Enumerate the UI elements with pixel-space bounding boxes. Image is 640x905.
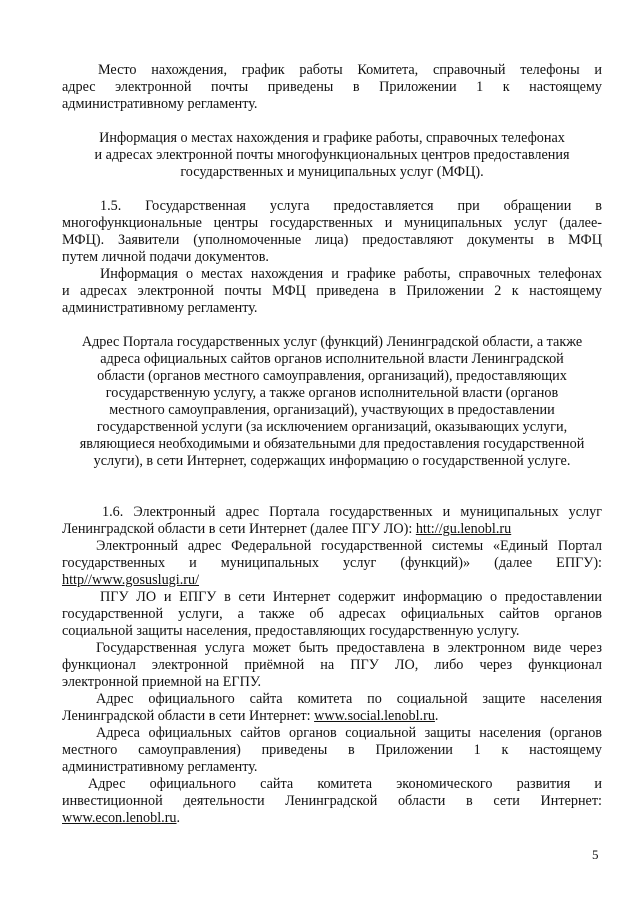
text-line: Адрес официального сайта комитета экономического развития и [88, 776, 602, 792]
text-line: путем личной подачи документов. [62, 249, 269, 265]
text-line: местного самоуправления) приведены в Приложении 1 к настоящему [62, 742, 602, 758]
text-line [62, 572, 602, 589]
text-line: и адресах электронной почты МФЦ приведена в Приложении 2 к настоящему [62, 283, 602, 299]
text-line: электронной приемной на ЕГПУ. [62, 674, 262, 690]
text-line: 1.6. Электронный адрес Портала государственных и муниципальных услуг [102, 504, 602, 520]
text-line: Адрес официального сайта комитета по социальной защите населения [96, 691, 602, 707]
text-span: Ленинградской области в сети Интернет (далее ПГУ ЛО): [62, 521, 416, 537]
paragraph-pgu-content [62, 589, 602, 640]
heading-line: адреса официальных сайтов органов исполнительной власти Ленинградской [100, 351, 564, 367]
heading-line: области (органов местного самоуправления, организаций), предоставляющих [97, 368, 567, 384]
text-line: Электронный адрес Федеральной государственной системы «Единый Портал [96, 538, 602, 554]
heading-line: местного самоуправления, организаций), участвующих в предоставлении [109, 402, 555, 418]
text-line: Информация о местах нахождения и графике работы, справочных телефонах [100, 266, 602, 282]
paragraph-1-6 [62, 504, 602, 538]
heading-line: государственной услуги (за исключением организаций, оказывающих услуги, [96, 419, 568, 435]
paragraph-epgu-address [62, 538, 602, 589]
text-line: государственной услуги, а также об адресах официальных сайтов органов [62, 606, 602, 622]
pgu-lo-link[interactable]: htt://gu.lenobl.ru [415, 521, 512, 537]
text-line [62, 810, 602, 827]
heading-line: Адрес Портала государственных услуг (функций) Ленинградской области, а также [81, 334, 583, 350]
text-line [62, 521, 602, 538]
text-line: многофункциональные центры государственных и муниципальных услуг (далее- [62, 215, 602, 231]
page-number: 5 [592, 847, 599, 862]
paragraph-committee-location [62, 62, 602, 130]
text-line: 1.5. Государственная услуга предоставляется при обращении в [100, 198, 602, 214]
epgu-link[interactable]: http//www.gosuslugi.ru/ [62, 572, 200, 588]
text-line: инвестиционной деятельности Ленинградской области в сети Интернет: [62, 793, 602, 809]
econ-lenobl-link[interactable]: www.econ.lenobl.ru [62, 810, 177, 826]
paragraph-electronic-service [62, 640, 602, 691]
document-page [62, 62, 602, 827]
text-span: . [176, 810, 181, 826]
social-lenobl-link[interactable]: www.social.lenobl.ru [314, 708, 435, 724]
heading-line: и адресах электронной почты многофункциональных центров предоставления [94, 147, 570, 163]
text-line: административному регламенту. [62, 96, 258, 112]
paragraph-social-protection-sites [62, 725, 602, 776]
text-line: Адреса официальных сайтов органов социальной защиты населения (органов [96, 725, 602, 741]
heading-line: государственную услугу, а также органов исполнительной власти (органов [105, 385, 559, 401]
heading-line: услуги), в сети Интернет, содержащих информацию о государственной услуге. [93, 453, 571, 469]
heading-line: Информация о местах нахождения и графике работы, справочных телефонах [99, 130, 565, 146]
heading-portal-addresses [54, 334, 610, 504]
text-line: государственных и муниципальных услуг (функций)» (далее ЕПГУ): [62, 555, 602, 571]
text-line: функционал электронной приёмной на ПГУ ЛО, либо через функционал [62, 657, 602, 673]
text-line: ПГУ ЛО и ЕПГУ в сети Интернет содержит информацию о предоставлении [100, 589, 602, 605]
heading-line: государственных и муниципальных услуг (МФЦ). [180, 164, 484, 180]
text-line: Государственная услуга может быть предоставлена в электронном виде через [96, 640, 602, 656]
text-line: административному регламенту. [62, 759, 258, 775]
text-line: административному регламенту. [62, 300, 258, 316]
paragraph-mfc-appendix [62, 266, 602, 334]
paragraph-social-committee-site [62, 691, 602, 725]
text-line: МФЦ). Заявители (уполномоченные лица) предоставляют документы в МФЦ [62, 232, 602, 248]
heading-mfc-info [62, 130, 602, 198]
text-line [62, 708, 602, 725]
text-span: . [434, 708, 439, 724]
text-line: социальной защиты населения, предоставляющих государственную услугу. [62, 623, 520, 639]
text-span: Ленинградской области в сети Интернет: [62, 708, 315, 724]
heading-line: являющиеся необходимыми и обязательными для предоставления государственной [79, 436, 585, 452]
paragraph-1-5 [62, 198, 602, 266]
text-line: адрес электронной почты приведены в Приложении 1 к настоящему [62, 79, 602, 95]
paragraph-economic-committee-site [62, 776, 602, 827]
text-line: Место нахождения, график работы Комитета, справочный телефоны и [98, 62, 602, 78]
